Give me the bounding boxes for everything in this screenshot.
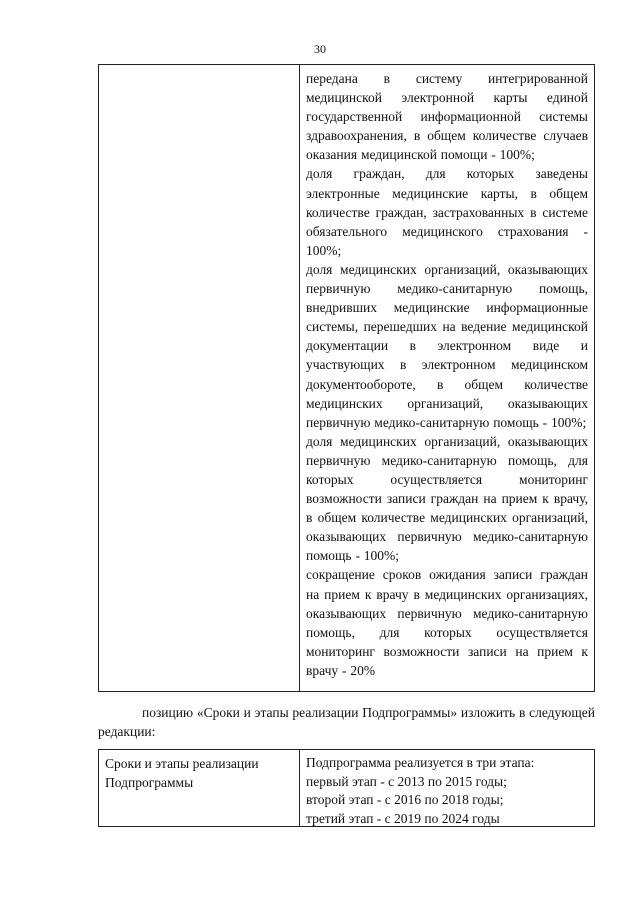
timeline-line: третий этап - с 2019 по 2024 годы — [306, 810, 500, 826]
indicator-paragraph: доля медицинских организаций, оказывающих первичную медико-санитарную помощь, внедривших медицинские информационные системы, перешедших на ведение медицинской документации в электронном виде и участвующих в электронном медицинском документообороте, в общем количестве медицинских организаций, оказывающих первичную медико-санитарную помощь - 100%; — [306, 261, 588, 430]
indicator-paragraph: доля медицинских организаций, оказывающих первичную медико-санитарную помощь, для которых осуществляется мониторинг возможности записи граждан на прием к врачу, в общем количестве медицинских организаций, оказывающих первичную медико-санитарную помощь - 100%; — [306, 433, 588, 564]
indicator-paragraph: сокращение сроков ожидания записи граждан на прием к врачу в медицинских организациях, оказывающих первичную медико-санитарную помощь, для которых осуществляется мониторинг возможности записи на прием к врачу - 20% — [306, 567, 588, 678]
timeline-table — [98, 749, 595, 827]
timeline-table-value — [300, 750, 594, 826]
timeline-line: Подпрограмма реализуется в три этапа: — [306, 755, 535, 770]
timeline-line: второй этап - с 2016 по 2018 годы; — [306, 792, 504, 807]
indicators-table — [98, 64, 595, 692]
indicator-paragraph: доля граждан, для которых заведены электронные медицинские карты, в общем количестве граждан, застрахованных в системе обязательного медицинского страхования - 100%; — [306, 166, 588, 258]
amendment-instruction: позицию «Сроки и этапы реализации Подпрограммы» изложить в следующей редакции: — [98, 705, 595, 739]
page-number: 30 — [314, 42, 326, 56]
indicators-table-left-cell — [99, 65, 300, 691]
indicators-table-right-cell — [300, 65, 594, 691]
timeline-table-label: Сроки и этапы реализации Подпрограммы — [99, 750, 300, 826]
indicator-paragraph: передана в систему интегрированной медицинской электронной карты единой государственной информационной системы здравоохранения, в общем количестве случаев оказания медицинской помощи - 100%; — [306, 71, 588, 163]
timeline-line: первый этап - с 2013 по 2015 годы; — [306, 773, 507, 789]
